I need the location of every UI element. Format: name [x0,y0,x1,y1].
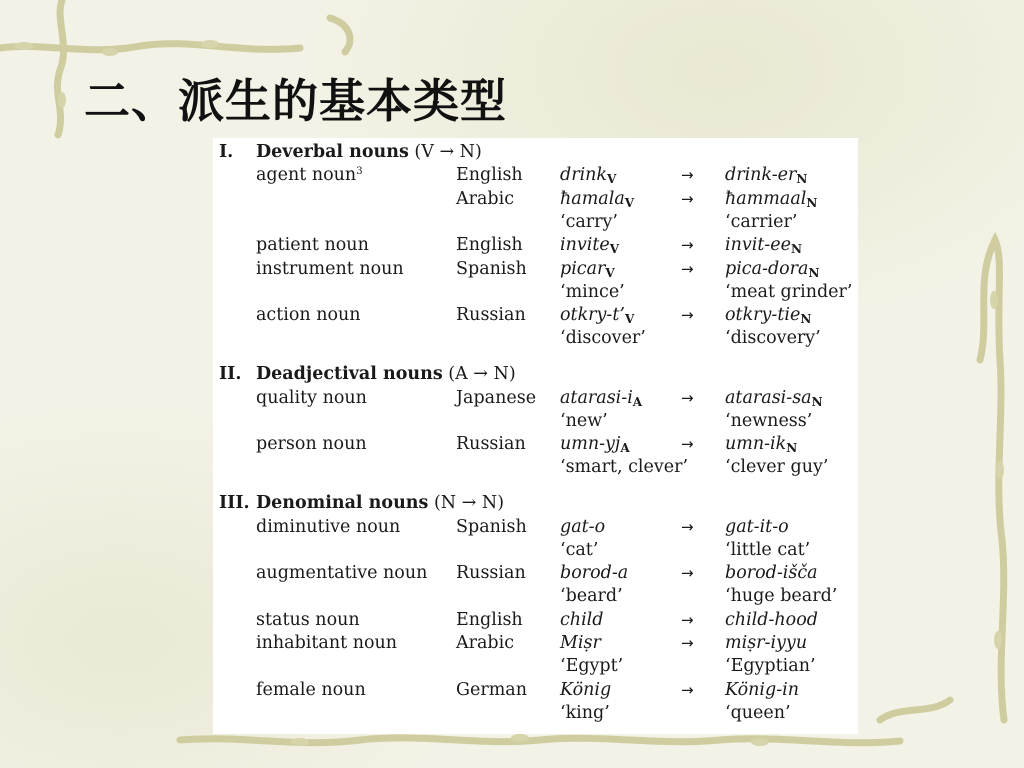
section-name: Deverbal nouns [256,142,409,162]
section-header [213,491,858,515]
derivation-table [213,138,858,734]
noun-type-label: augmentative noun [256,563,428,584]
table-row [213,233,858,257]
source-gloss: ‘discover’ [560,328,646,349]
table-row [213,303,858,327]
source-gloss: ‘carry’ [560,211,618,232]
derived-form [725,233,802,257]
source-gloss: ‘beard’ [560,586,623,607]
derived-form [725,432,797,456]
table-row [213,631,858,655]
source-form-subscript: V [624,195,635,210]
table-row [213,584,858,608]
noun-type-label: person noun [256,434,367,455]
source-form-subscript: V [607,172,617,187]
table-row [213,257,858,281]
language-name: Spanish [456,516,527,537]
table-row [213,386,858,410]
arrow-icon: → [681,564,694,583]
arrow-icon: → [681,306,694,325]
source-form [560,631,601,655]
table-row [213,432,858,456]
language-name: Arabic [456,188,515,209]
derived-gloss: ‘newness’ [725,410,813,431]
noun-type-label: status noun [256,609,360,630]
section-name: Deadjectival nouns [256,364,443,385]
language-name: Russian [456,305,526,326]
source-form [560,386,642,410]
derived-form [725,515,789,539]
derived-form [725,631,807,655]
language-name: German [456,679,527,700]
arrow-icon: → [681,517,694,536]
derived-form-text: pica-dora [725,258,809,279]
source-form-text: picar [560,258,606,279]
source-form [560,678,611,702]
arrow-icon: → [681,166,694,185]
section-heading [256,362,516,386]
derived-gloss: ‘little cat’ [725,539,811,560]
source-form-subscript: V [605,265,615,280]
noun-type-label: agent noun$^3$ [256,165,363,186]
source-form-text: umn-yj [560,434,621,455]
table-row [213,409,858,433]
derived-form-text: atarasi-sa [725,387,812,408]
derived-form-text: gat-it-o [725,516,789,537]
derived-gloss: ‘Egyptian’ [725,656,816,677]
table-row [213,701,858,725]
source-form-subscript: V [624,312,635,327]
source-gloss: ‘king’ [560,702,610,723]
section-formula: (A → N) [448,364,516,385]
source-gloss: ‘new’ [560,410,608,431]
source-form [560,608,603,632]
derived-form-text: umn-ik [725,434,787,455]
arrow-icon: → [681,610,694,629]
derived-form [725,303,811,327]
table-row [213,538,858,562]
source-form-text: drink [560,165,608,186]
table-row [213,654,858,678]
section-heading [256,140,482,164]
derived-form [725,257,819,281]
source-form [560,515,605,539]
derived-gloss: ‘clever guy’ [725,457,829,478]
language-name: Japanese [456,387,537,408]
derived-form-text: invit-ee [725,235,792,256]
source-form [560,303,634,327]
slide-title: 二、派生的基本类型 [84,74,507,128]
derived-gloss: ‘discovery’ [725,328,821,349]
source-form [560,187,634,211]
derived-form-subscript: N [796,172,808,187]
derived-form [725,678,799,702]
arrow-icon: → [681,236,694,255]
derived-form-text: otkry-tie [725,305,801,326]
source-form-text: gat-o [560,516,606,537]
derived-form-text: drink-er [725,165,797,186]
arrow-icon: → [681,435,694,454]
source-form-text: ħamala [560,188,625,209]
section-number: II. [219,364,242,385]
table-row [213,608,858,632]
source-gloss: ‘cat’ [560,539,599,560]
derived-gloss: ‘queen’ [725,702,791,723]
source-form-text: child [560,609,604,630]
derived-gloss: ‘carrier’ [725,211,798,232]
derived-gloss: ‘huge beard’ [725,586,838,607]
derived-form-subscript: N [806,195,818,210]
noun-type-label: quality noun [256,387,367,408]
derived-form-text: miṣr-iyyu [725,633,808,653]
source-form [560,432,630,456]
derived-form-text: ħammaal [725,188,807,209]
table-row [213,210,858,234]
section-header [213,140,858,164]
source-form [560,257,615,281]
source-form-text: invite [560,235,610,256]
source-gloss: ‘Egypt’ [560,656,624,677]
derived-form-text: borod-išča [725,563,818,584]
table-row [213,163,858,187]
language-name: Arabic [456,633,515,653]
table-row [213,561,858,585]
section-number: III. [219,493,250,514]
section-name: Denominal nouns [256,493,429,514]
source-gloss: ‘smart, clever’ [560,457,689,478]
arrow-icon: → [681,634,694,652]
section-header [213,362,858,386]
source-form [560,561,628,585]
noun-type-label: instrument noun [256,258,404,279]
noun-type-label: patient noun [256,235,369,256]
source-form [560,163,616,187]
source-form-subscript: A [620,441,630,456]
source-gloss: ‘mince’ [560,281,625,302]
section-heading [256,491,504,515]
language-name: Russian [456,434,526,455]
derived-form [725,163,807,187]
footnote-marker: 3 [356,166,363,178]
language-name: English [456,235,523,256]
derived-form-subscript: N [786,441,798,456]
noun-type-label: action noun [256,305,361,326]
derived-form-subscript: N [800,312,812,327]
table-row [213,326,858,350]
language-name: English [456,165,523,186]
derived-form [725,187,817,211]
source-form-subscript: A [632,394,643,409]
source-form-text: König [560,679,612,700]
arrow-icon: → [681,189,694,208]
source-form [560,233,619,257]
table-row [213,455,858,479]
derived-form-text: child-hood [725,609,818,630]
source-form-text: borod-a [560,563,629,584]
derived-form [725,608,818,632]
source-form-text: atarasi-i [560,387,633,408]
table-row [213,515,858,539]
section-formula: (V → N) [414,142,482,162]
source-form-subscript: V [609,242,620,257]
language-name: Russian [456,563,526,584]
table-row [213,678,858,702]
language-name: Spanish [456,258,527,279]
derived-form-subscript: N [808,265,820,280]
table-row [213,280,858,304]
derived-form-subscript: N [811,394,823,409]
noun-type-label: female noun [256,679,366,700]
derived-form [725,386,823,410]
source-form-text: Miṣr [560,633,601,653]
derived-form-text: König-in [725,679,799,700]
arrow-icon: → [681,259,694,278]
noun-type-label: diminutive noun [256,516,401,537]
derived-form [725,561,818,585]
noun-type-label: inhabitant noun [256,633,398,653]
section-formula: (N → N) [433,493,505,514]
language-name: English [456,609,523,630]
arrow-icon: → [681,680,694,699]
source-form-text: otkry-t’ [560,305,625,326]
derived-form-subscript: N [791,242,802,257]
table-row [213,187,858,211]
arrow-icon: → [681,388,694,407]
derived-gloss: ‘meat grinder’ [725,281,853,302]
section-number: I. [219,142,234,162]
